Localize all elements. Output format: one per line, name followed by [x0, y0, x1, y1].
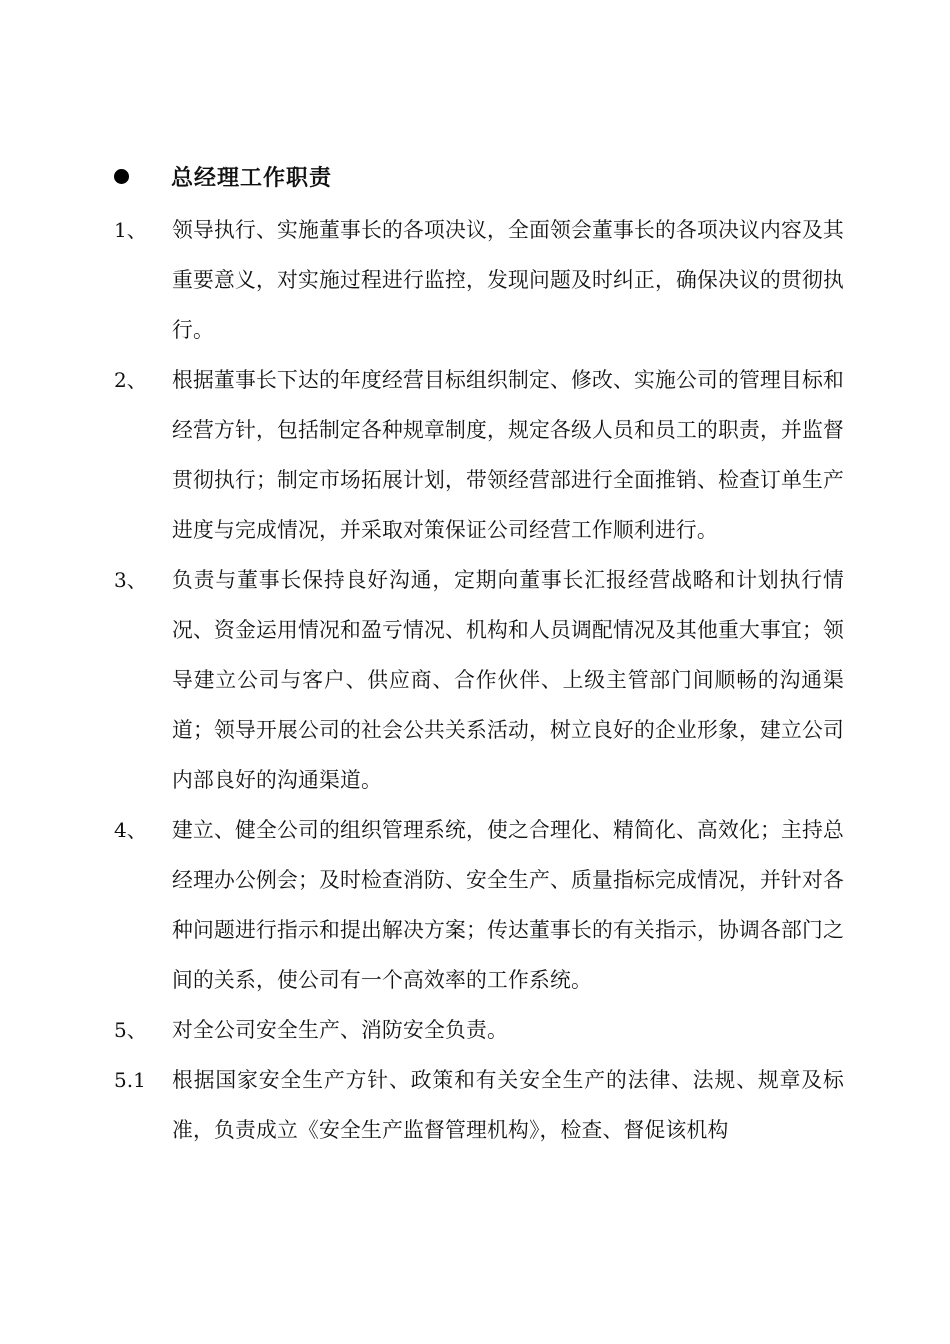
list-item	[0, 555, 950, 805]
item-number: 3、	[114, 568, 147, 592]
item-text: 建立、健全公司的组织管理系统，使之合理化、精简化、高效化；主持总经理办公例会；及时检查消防、安全生产、质量指标完成情况，并针对各种问题进行指示和提出解决方案；传达董事长的有关指示，协调各部门之间的关系，使公司有一个高效率的工作系统。	[172, 818, 844, 992]
list-item	[0, 1055, 950, 1155]
item-number: 1、	[114, 218, 147, 242]
list-item	[0, 355, 950, 555]
item-number: 5.1	[114, 1068, 146, 1092]
item-text: 对全公司安全生产、消防安全负责。	[172, 1018, 508, 1042]
list-item	[0, 805, 950, 1005]
heading-title: 总经理工作职责	[171, 165, 333, 191]
item-text: 根据国家安全生产方针、政策和有关安全生产的法律、法规、规章及标准，负责成立《安全生产监督管理机构》，检查、督促该机构	[172, 1068, 844, 1142]
item-number: 2、	[114, 368, 147, 392]
item-text: 根据董事长下达的年度经营目标组织制定、修改、实施公司的管理目标和经营方针，包括制定各种规章制度，规定各级人员和员工的职责，并监督贯彻执行；制定市场拓展计划，带领经营部进行全面推销、检查订单生产进度与完成情况，并采取对策保证公司经营工作顺利进行。	[172, 368, 844, 542]
item-text: 领导执行、实施董事长的各项决议，全面领会董事长的各项决议内容及其重要意义，对实施过程进行监控，发现问题及时纠正，确保决议的贯彻执行。	[172, 218, 844, 342]
item-number: 5、	[114, 1018, 147, 1042]
item-text: 负责与董事长保持良好沟通，定期向董事长汇报经营战略和计划执行情况、资金运用情况和盈亏情况、机构和人员调配情况及其他重大事宜；领导建立公司与客户、供应商、合作伙伴、上级主管部门间顺畅的沟通渠道；领导开展公司的社会公共关系活动，树立良好的企业形象，建立公司内部良好的沟通渠道。	[172, 568, 844, 792]
duty-list	[0, 205, 950, 1155]
list-item	[0, 1005, 950, 1055]
section-heading	[114, 156, 332, 196]
bullet-icon	[114, 169, 129, 184]
list-item	[0, 205, 950, 355]
item-number: 4、	[114, 818, 147, 842]
